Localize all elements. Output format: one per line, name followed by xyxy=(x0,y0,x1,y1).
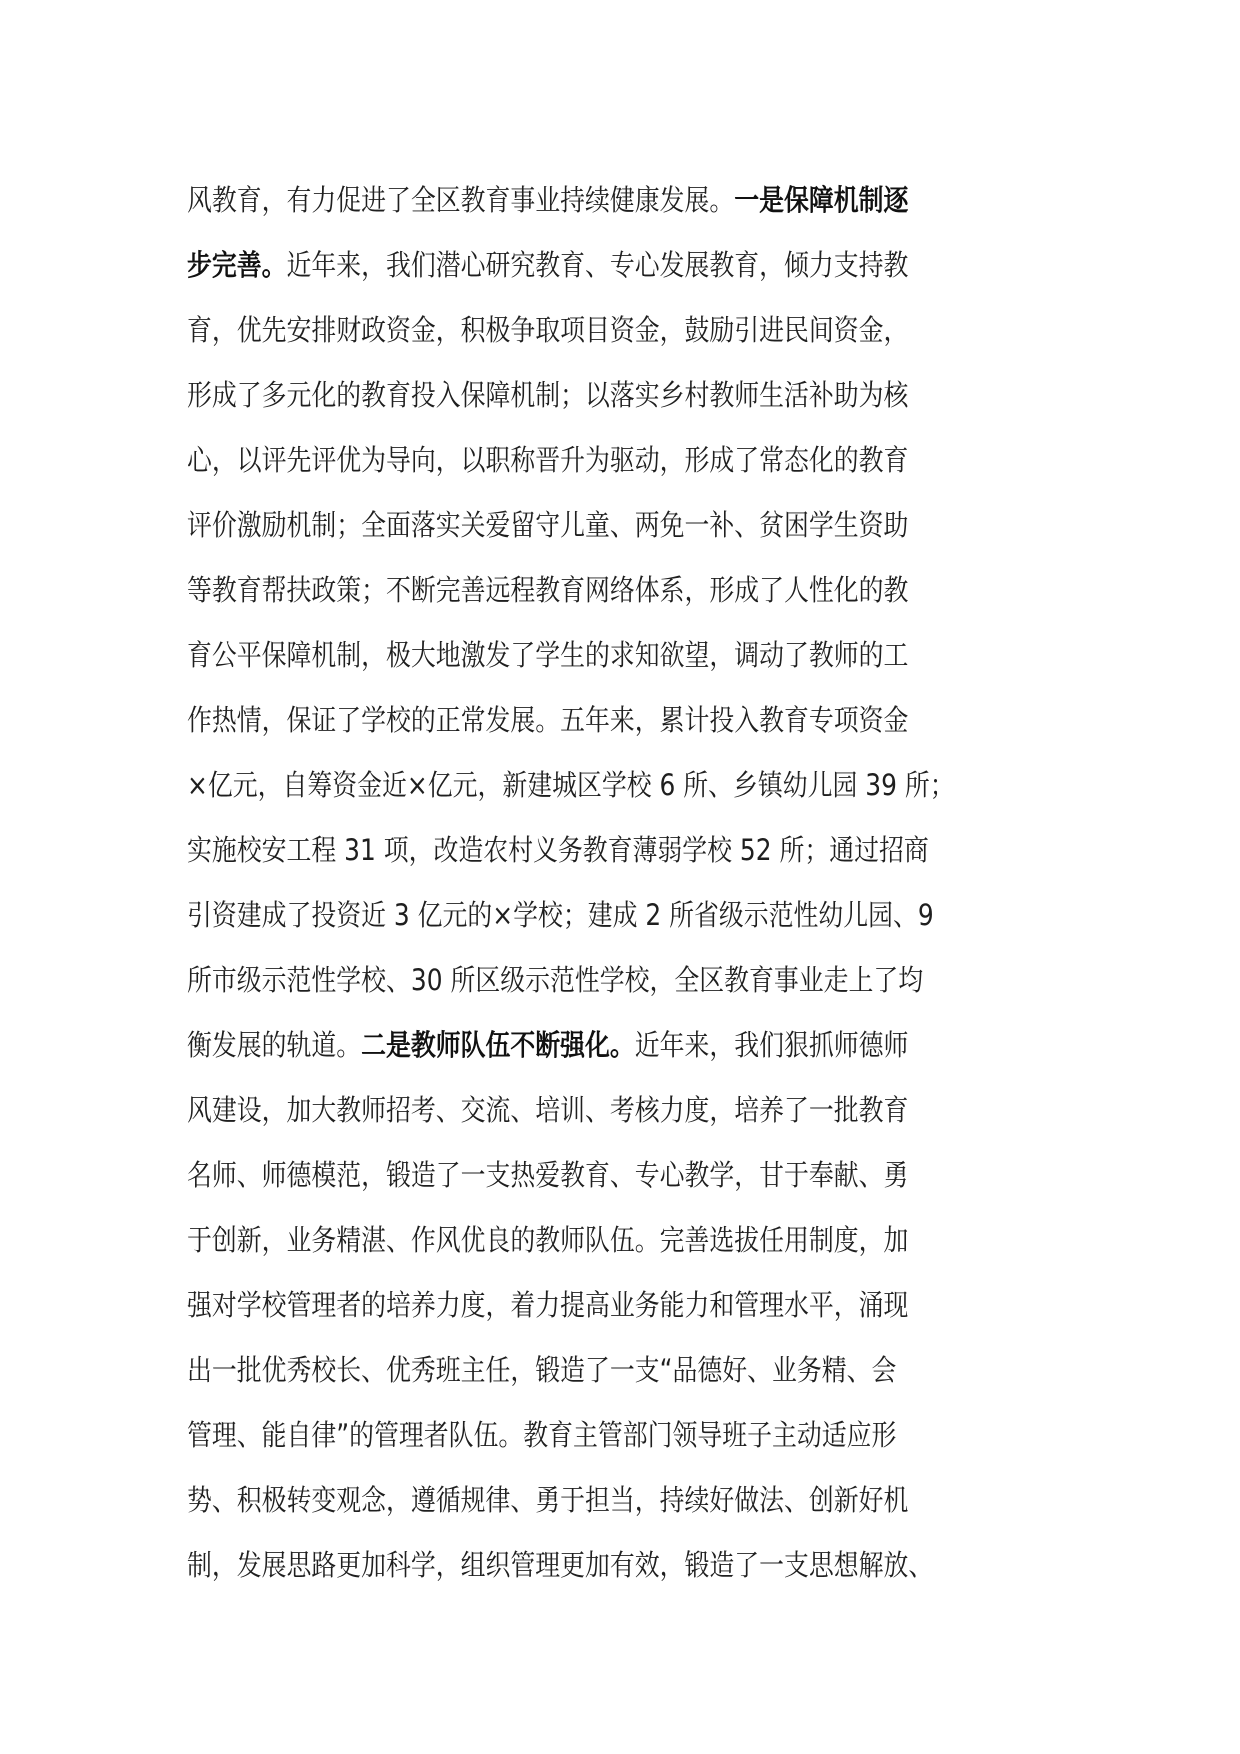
bold-heading-text: 步完善。 xyxy=(187,248,287,282)
body-text: 制，发展思路更加科学，组织管理更加有效，锻造了一支思想解放、 xyxy=(187,1548,934,1582)
body-text: 评价激励机制；全面落实关爱留守儿童、两免一补、贫困学生资助 xyxy=(187,508,909,542)
body-text: 作热情，保证了学校的正常发展。五年来，累计投入教育专项资金 xyxy=(187,703,909,737)
text-line xyxy=(187,948,959,1013)
bold-heading-text: 二是教师队伍不断强化。 xyxy=(361,1028,635,1062)
text-line xyxy=(187,493,959,558)
body-text: ×亿元，自筹资金近×亿元，新建城区学校 6 所、乡镇幼儿园 39 所； xyxy=(187,768,955,802)
body-text: 等教育帮扶政策；不断完善远程教育网络体系，形成了人性化的教 xyxy=(187,573,909,607)
body-text: 形成了多元化的教育投入保障机制；以落实乡村教师生活补助为核 xyxy=(187,378,909,412)
body-text: 心，以评先评优为导向，以职称晋升为驱动，形成了常态化的教育 xyxy=(187,443,909,477)
text-line xyxy=(187,753,959,818)
body-text: 风建设，加大教师招考、交流、培训、考核力度，培养了一批教育 xyxy=(187,1093,909,1127)
text-line xyxy=(187,1273,959,1338)
body-text: 育公平保障机制，极大地激发了学生的求知欲望，调动了教师的工 xyxy=(187,638,909,672)
body-text: 出一批优秀校长、优秀班主任，锻造了一支“品德好、业务精、会 xyxy=(187,1353,897,1387)
text-line xyxy=(187,363,959,428)
text-line xyxy=(187,883,959,948)
text-line xyxy=(187,1533,959,1598)
body-text: 实施校安工程 31 项，改造农村义务教育薄弱学校 52 所；通过招商 xyxy=(187,833,929,867)
text-line xyxy=(187,1143,959,1208)
body-text: 所市级示范性学校、30 所区级示范性学校，全区教育事业走上了均 xyxy=(187,963,924,997)
body-text: 衡发展的轨道。 xyxy=(187,1028,362,1062)
text-line xyxy=(187,1208,959,1273)
text-line xyxy=(187,1338,959,1403)
body-text: 管理、能自律”的管理者队伍。教育主管部门领导班子主动适应形 xyxy=(187,1418,897,1452)
text-line xyxy=(187,623,959,688)
text-line xyxy=(187,688,959,753)
text-line xyxy=(187,428,959,493)
body-text: 强对学校管理者的培养力度，着力提高业务能力和管理水平，涌现 xyxy=(187,1288,909,1322)
text-line xyxy=(187,233,959,298)
body-text: 风教育，有力促进了全区教育事业持续健康发展。 xyxy=(187,183,735,217)
body-text: 于创新，业务精湛、作风优良的教师队伍。完善选拔任用制度，加 xyxy=(187,1223,909,1257)
body-text: 引资建成了投资近 3 亿元的×学校；建成 2 所省级示范性幼儿园、9 xyxy=(187,898,934,932)
text-line xyxy=(187,1013,959,1078)
text-line xyxy=(187,298,959,363)
body-text: 育，优先安排财政资金，积极争取项目资金，鼓励引进民间资金， xyxy=(187,313,909,347)
text-line xyxy=(187,818,959,883)
text-line xyxy=(187,1078,959,1143)
body-text: 势、积极转变观念，遵循规律、勇于担当，持续好做法、创新好机 xyxy=(187,1483,909,1517)
body-text: 近年来，我们狠抓师德师 xyxy=(634,1028,909,1062)
text-line xyxy=(187,558,959,623)
body-paragraph xyxy=(187,168,1087,1598)
text-line xyxy=(187,168,959,233)
text-line xyxy=(187,1468,959,1533)
text-line xyxy=(187,1403,959,1468)
bold-heading-text: 一是保障机制逐 xyxy=(734,183,909,217)
body-text: 近年来，我们潜心研究教育、专心发展教育，倾力支持教 xyxy=(286,248,909,282)
body-text: 名师、师德模范，锻造了一支热爱教育、专心教学，甘于奉献、勇 xyxy=(187,1158,909,1192)
